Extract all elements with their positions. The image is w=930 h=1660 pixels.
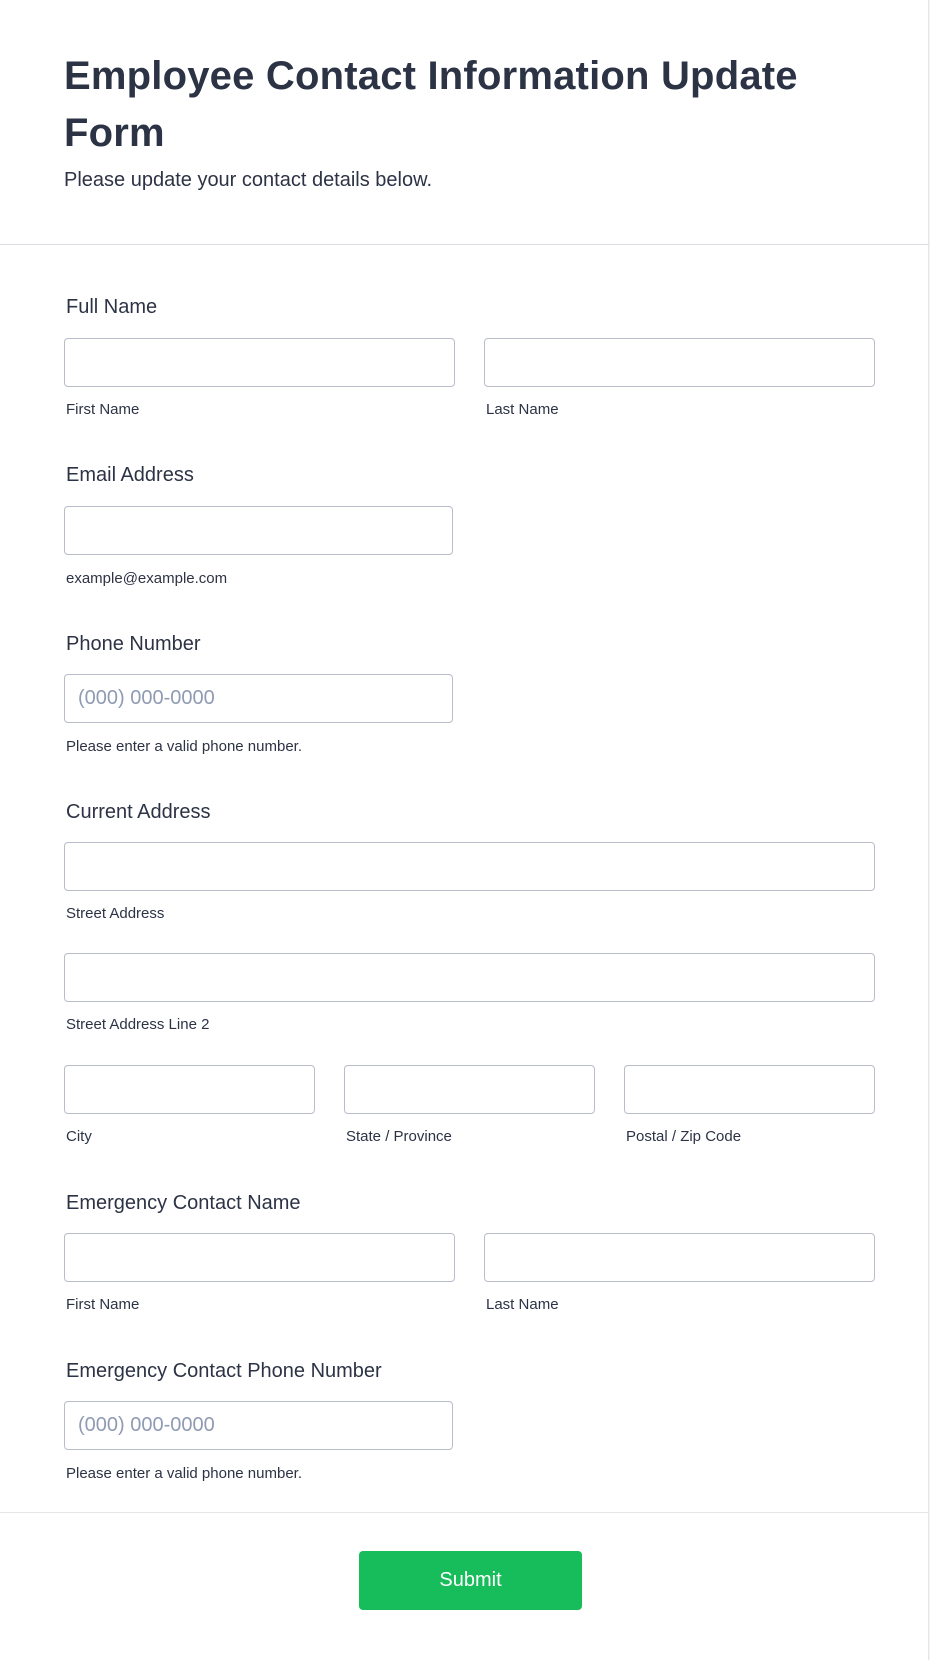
postal-zip-sublabel: Postal / Zip Code [626,1128,742,1145]
state-province-sublabel: State / Province [346,1128,452,1145]
footer-divider [0,1512,929,1513]
emergency-last-name-input[interactable] [484,1233,875,1282]
first-name-sublabel: First Name [66,401,140,418]
full-name-label: Full Name [66,296,158,318]
first-name-input[interactable] [64,338,455,387]
address-label: Current Address [66,801,211,823]
street-address-input[interactable] [64,842,875,891]
form-subtitle: Please update your contact details below. [64,169,433,191]
emergency-phone-label: Emergency Contact Phone Number [66,1360,382,1382]
last-name-sublabel: Last Name [486,401,559,418]
email-sublabel: example@example.com [66,570,228,587]
email-label: Email Address [66,464,194,486]
email-input[interactable] [64,506,453,555]
city-input[interactable] [64,1065,315,1114]
phone-input[interactable] [64,674,453,723]
street-address-line2-input[interactable] [64,953,875,1002]
emergency-phone-input[interactable] [64,1401,453,1450]
emergency-last-name-sublabel: Last Name [486,1296,559,1313]
phone-label: Phone Number [66,633,201,655]
emergency-phone-sublabel: Please enter a valid phone number. [66,1465,302,1482]
form-header [0,0,929,245]
emergency-name-label: Emergency Contact Name [66,1192,301,1214]
form-title: Employee Contact Information Update Form [64,54,798,155]
state-province-input[interactable] [344,1065,595,1114]
street-address-line2-sublabel: Street Address Line 2 [66,1016,210,1033]
emergency-first-name-sublabel: First Name [66,1296,140,1313]
emergency-first-name-input[interactable] [64,1233,455,1282]
city-sublabel: City [66,1128,92,1145]
street-address-sublabel: Street Address [66,905,165,922]
submit-button[interactable]: Submit [359,1551,582,1610]
phone-sublabel: Please enter a valid phone number. [66,738,302,755]
postal-zip-input[interactable] [624,1065,875,1114]
last-name-input[interactable] [484,338,875,387]
